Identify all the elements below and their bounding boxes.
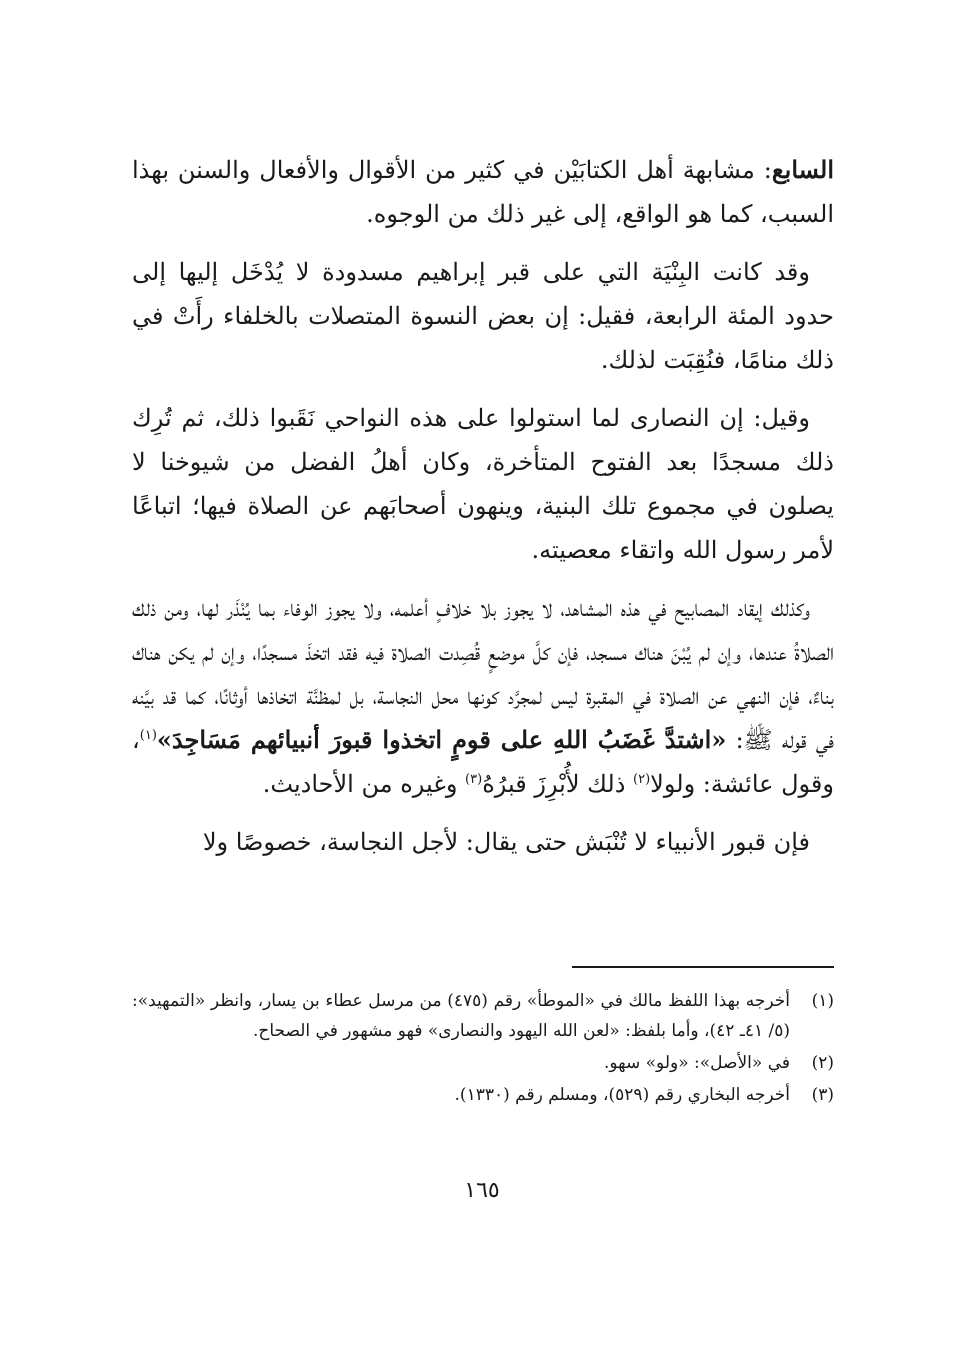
footnote-text: أخرجه بهذا اللفظ مالك في «الموطأ» رقم (٤٧٥) من مرسل عطاء بن يسار، وانظر «التمهيد»: (٥/ ٤١ـ ٤٢)، وأما بلفظ: «لعن الله اليهود والنصارى» فهو مشهور في الصحاح. [132,991,790,1041]
paragraph-4-text-d: وغيره من الأحاديث. [262,770,466,798]
footnote-item [132,986,834,1046]
paragraph-lead-word: السابع [771,155,835,184]
footnote-number: (١) [811,991,834,1011]
paragraph-3 [132,396,834,572]
paragraph-4-text-b: ، وقول عائشة: ولولا [132,726,834,798]
footnote-item [132,1080,834,1110]
main-text [132,148,834,878]
footnotes [132,986,834,1112]
paragraph-2 [132,250,834,382]
footnote-text: أخرجه البخاري رقم (٥٢٩)، ومسلم رقم (١٣٣٠). [454,1085,790,1105]
footnote-ref-1: (١) [139,728,157,743]
paragraph-2-text: وقد كانت البِنْيَة التي على قبر إبراهيم مسدودة لا يُدْخَل إليها إلى حدود المئة الرابعة، فقيل: إن بعض النسوة المتصلات بالخلفاء رأَتْ في ذلك منامًا، فنُقِبَت لذلك. [132,258,834,374]
footnote-separator [572,966,834,968]
footnote-item [132,1048,834,1078]
paragraph-1 [132,148,834,236]
paragraph-3-text: وقيل: إن النصارى لما استولوا على هذه النواحي نَقَبوا ذلك، ثم تُرِك ذلك مسجدًا بعد الفتوح المتأخرة، وكان أهلُ الفضل من شيوخنا لا يصلون في مجموع تلك البنية، وينهون أصحابَهم عن الصلاة فيها؛ اتباعًا لأمر رسول الله واتقاء معصيته. [132,404,834,564]
hadith-quote: «اشتدَّ غَضَبُ اللهِ على قومٍ اتخذوا قبورَ أنبيائهم مَسَاجِدَ» [156,725,727,754]
paragraph-5-text: فإن قبور الأنبياء لا تُنْبَش حتى يقال: لأجل النجاسة، خصوصًا ولا [202,828,810,856]
footnote-number: (٣) [811,1085,834,1105]
paragraph-1-text: : مشابهة أهل الكتابَيْن في كثير من الأقوال والأفعال والسنن بهذا السبب، كما هو الواقع، إلى غير ذلك من الوجوه. [132,156,834,228]
paragraph-5 [132,820,834,864]
footnote-ref-2: (٢) [633,772,651,787]
paragraph-4-text-c: ذلك لأُبْرِزَ قبرُهُ [482,770,634,798]
paragraph-4-text-a: وكذلك إيقاد المصابيح في هذه المشاهد، لا يجوز بلا خلافٍ أعلمه، ولا يجوز الوفاء بما يُنْذَر لها، ومن ذلك الصلاةُ عندها، وإن لم يُبْنَ هناك مسجد، فإن كلَّ موضعٍ قُصِدت الصلاة فيه فقد اتخذَ مسجدًا، وإن لم يكن هناك بناءٌ، فإن النهي عن الصلاة في المقبرة ليس لمجرَّد كونها محل النجاسة، بل لمظنَّة اتخاذها أوثانًا، كما قد بيَّنه في قوله ﷺ: [132,594,834,754]
footnote-number: (٢) [811,1053,834,1073]
paragraph-4 [132,586,834,806]
footnote-text: في «الأصل»: «ولو» سهو. [603,1053,790,1073]
footnote-ref-3: (٣) [465,772,483,787]
page-number: ١٦٥ [464,1178,500,1203]
